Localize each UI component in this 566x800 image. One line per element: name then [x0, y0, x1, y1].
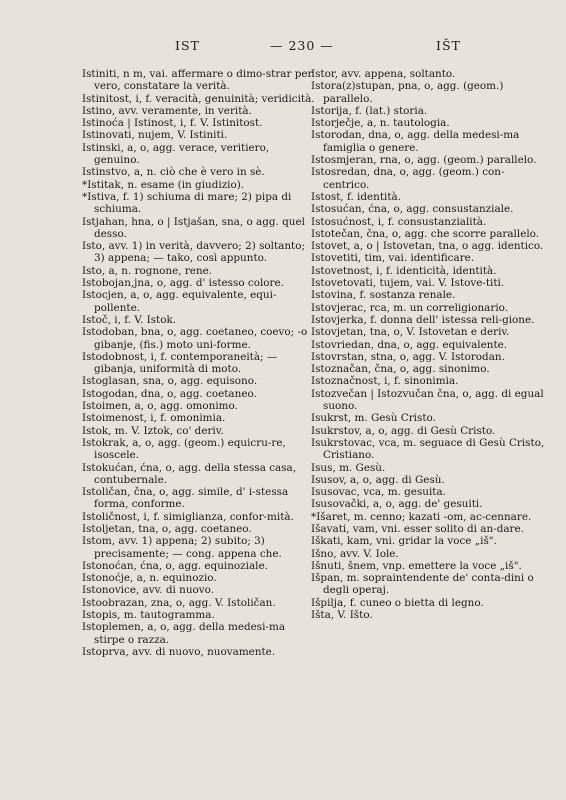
- entry: Istoimenost, i, f. omonimia.: [82, 412, 226, 425]
- entry: *Istitak, n. esame (in giudizio).: [82, 178, 245, 191]
- entry: Istogodan, dna, o, agg. coetaneo.: [82, 387, 257, 400]
- entry: Istocjen, a, o, agg. equivalente, equi-pollente.: [82, 289, 277, 314]
- entry: Istinovati, nujem, V. Istiniti.: [82, 129, 228, 142]
- entry: Istovjetan, tna, o, V. Istovetan e deriv.: [311, 326, 510, 339]
- entry: Istoglasan, sna, o, agg. equisono.: [82, 375, 258, 388]
- right-column: [311, 68, 547, 621]
- entry: Iškati, kam, vni. gridar la voce „iš".: [311, 535, 497, 548]
- entry: Istinitost, i, f. veracità, genuinità; veridicità.: [82, 92, 315, 105]
- entry: Istodoban, bna, o, agg. coetaneo, coevo; -o gibanje, (fis.) moto uni-forme.: [82, 326, 308, 351]
- entry: *Istiva, f. 1) schiuma di mare; 2) pipa di schiuma.: [82, 190, 292, 216]
- entry: Istodobnost, i, f. contemporaneità; — gibanja, uniformità di moto.: [82, 350, 278, 376]
- entry: Istoimen, a, o, agg. omonimo.: [82, 400, 238, 413]
- entry: Isukrstovac, vca, m. seguace di Gesù Cristo, Cristiano.: [311, 436, 545, 462]
- entry: Istovina, f. sostanza renale.: [311, 289, 456, 302]
- entry: Istorija, f. (lat.) storia.: [311, 104, 428, 117]
- entry: Istoplemen, a, o, agg. della medesi-ma stirpe o razza.: [82, 621, 286, 646]
- entry: Istoznačan, čna, o, agg. sinonimo.: [311, 363, 490, 376]
- entry: Istorječje, a, n. tautologia.: [311, 117, 450, 130]
- entry: Istokućan, ćna, o, agg. della stessa casa, contubernale.: [82, 461, 297, 486]
- entry: Išpilja, f. cuneo o bietta di legno.: [311, 596, 484, 609]
- entry: Istok, m. V. Iztok, co' deriv.: [82, 424, 224, 437]
- entry: Išta, V. Išto.: [311, 609, 373, 622]
- entry: Išno, avv. V. Iole.: [311, 547, 399, 560]
- entry: Istonoćan, ćna, o, agg. equinoziale.: [82, 559, 268, 572]
- entry: Isto, a, n. rognone, rene.: [82, 264, 213, 277]
- entry: Istosredan, dna, o, agg. (geom.) con-centrico.: [311, 166, 505, 191]
- entry: Isusovac, vca, m. gesuita.: [311, 486, 446, 499]
- entry: Istovetiti, tim, vai. identificare.: [311, 252, 475, 265]
- entry: Istoč, i, f. V. Istok.: [82, 313, 177, 326]
- entry: Istosućnost, i, f. consustanzialità.: [311, 215, 487, 228]
- entry: Istobojan,jna, o, agg. d' istesso colore.: [82, 277, 284, 290]
- entry: Istovet, a, o | Istovetan, tna, o agg. identico.: [311, 240, 544, 253]
- entry: Istopis, m. tautogramma.: [82, 609, 215, 622]
- entry: Istozvečan | Istozvučan čna, o, agg. di egual suono.: [311, 387, 544, 413]
- entry: Istovetovati, tujem, vai. V. Istove-titi.: [311, 277, 505, 290]
- entry: Istor, avv. appena, soltanto.: [311, 68, 456, 80]
- entry: Isto, avv. 1) in verità, davvero; 2) soltanto; 3) appena; — tako, così appunto.: [82, 240, 305, 265]
- entry: Išpan, m. sopraintendente de' conta-dini o degli operaj.: [311, 572, 534, 597]
- entry: Isusov, a, o, agg. di Gesù.: [311, 473, 445, 486]
- entry: Istinoća | Istinost, i, f. V. Istinitost.: [82, 117, 263, 130]
- entry: Istost, f. identità.: [311, 190, 402, 203]
- entry: Istoprva, avv. di nuovo, nuovamente.: [82, 645, 276, 658]
- entry: Istom, avv. 1) appena; 2) subito; 3) precisamente; — cong. appena che.: [82, 535, 282, 560]
- entry: Istino, avv. veramente, in verità.: [82, 104, 252, 117]
- entry: Istoznačnost, i, f. sinonimia.: [311, 375, 459, 388]
- running-head-left: IST: [175, 38, 200, 53]
- entry: Istoljetan, tna, o, agg. coetaneo.: [82, 522, 252, 535]
- entry: Išavati, vam, vni. esser solito di an-dare.: [311, 522, 524, 535]
- entry: Istoobrazan, zna, o, agg. V. Istoličan.: [82, 596, 276, 609]
- entry: Istonovice, avv. di nuovo.: [82, 584, 215, 597]
- entry: Istonoćje, a, n. equinozio.: [82, 572, 217, 585]
- entry: Istinstvo, a, n. ciò che è vero in sè.: [82, 166, 265, 179]
- entry: Istosućan, ćna, o, agg. consustanziale.: [311, 203, 514, 216]
- running-head-right: IŠT: [436, 38, 461, 53]
- page-number: — 230 —: [270, 38, 334, 53]
- entry: *Išaret, m. cenno; kazati -om, ac-cennare.: [311, 510, 532, 523]
- entry: Istiniti, n m, vai. affermare o dimo-strar per vero, constatare la verità.: [82, 68, 313, 93]
- entry: Istokrak, a, o, agg. (geom.) equicru-re, isoscele.: [82, 436, 286, 462]
- entry: Istorodan, dna, o, agg. della medesi-ma famiglia o genere.: [311, 129, 520, 154]
- entry: Istoličnost, i, f. simiglianza, confor-mità.: [82, 510, 294, 523]
- entry: Istovjerka, f. donna dell' istessa reli-gione.: [311, 313, 535, 326]
- entry: Istovrstan, stna, o, agg. V. Istorodan.: [311, 350, 505, 363]
- entry: Istovetnost, i, f. identicità, identità.: [311, 264, 497, 277]
- entry: Isus, m. Gesù.: [311, 461, 386, 474]
- entry: Istotečan, čna, o, agg. che scorre parallelo.: [311, 227, 540, 240]
- entry: Istjahan, hna, o | Istjašan, sna, o agg. quel desso.: [82, 215, 305, 240]
- entry: Istosmjeran, rna, o, agg. (geom.) parallelo.: [311, 154, 537, 167]
- entry: Istinski, a, o, agg. verace, veritiero, genuino.: [82, 141, 270, 167]
- left-column: [82, 68, 318, 658]
- entry: Isukrst, m. Gesù Cristo.: [311, 412, 436, 425]
- entry: Isukrstov, a, o, agg. di Gesù Cristo.: [311, 424, 496, 437]
- entry: Išnuti, šnem, vnp. emettere la voce „iš".: [311, 559, 522, 572]
- entry: Istovjerac, rca, m. un correligionario.: [311, 301, 509, 314]
- entry: Istovriedan, dna, o, agg. equivalente.: [311, 338, 508, 351]
- entry: Istora(z)stupan, pna, o, agg. (geom.) parallelo.: [311, 80, 504, 105]
- entry: Isusovački, a, o, agg. de' gesuiti.: [311, 498, 483, 511]
- entry: Istoličan, čna, o, agg. simile, d' i-stessa forma, conforme.: [82, 486, 289, 511]
